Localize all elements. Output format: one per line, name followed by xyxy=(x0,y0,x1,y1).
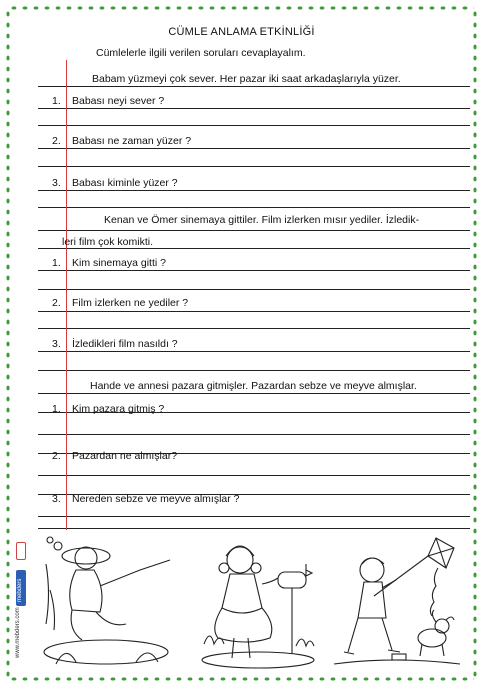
vine-border-left xyxy=(3,9,13,678)
red-margin-line xyxy=(66,60,67,530)
vine-border-top xyxy=(9,3,474,13)
boy-kite-dog-icon xyxy=(332,534,462,670)
side-branding-strip xyxy=(14,540,28,660)
vine-border-bottom xyxy=(9,674,474,684)
section-3-question-1: Kim pazara gitmiş ? xyxy=(72,403,165,415)
section-1-text-line-1: Babam yüzmeyi çok sever. Her pazar iki saat arkadaşlarıyla yüzer. xyxy=(92,73,401,85)
vine-border-right xyxy=(470,9,480,678)
girl-mailbox-icon xyxy=(198,534,318,670)
instruction-text: Cümlelerle ilgili verilen soruları cevaplayalım. xyxy=(96,47,306,59)
section-3-question-2-number: 2. xyxy=(52,450,61,462)
section-3-question-2: Pazardan ne almışlar? xyxy=(72,450,178,462)
section-2-question-2: Film izlerken ne yediler ? xyxy=(72,297,189,309)
section-3-question-3: Nereden sebze ve meyve almışlar ? xyxy=(72,493,240,505)
section-1-question-2: Babası ne zaman yüzer ? xyxy=(72,135,192,147)
fishing-boy-icon xyxy=(36,534,176,670)
mebders-logo xyxy=(16,570,26,606)
mini-badge-icon xyxy=(16,542,26,560)
section-1-question-3: Babası kiminle yüzer ? xyxy=(72,177,178,189)
section-1-question-1: Babası neyi sever ? xyxy=(72,95,165,107)
section-1-question-2-number: 2. xyxy=(52,135,61,147)
section-2-question-2-number: 2. xyxy=(52,297,61,309)
section-2-question-3-number: 3. xyxy=(52,338,61,350)
section-2-question-3: İzledikleri film nasıldı ? xyxy=(72,338,178,350)
section-1-question-1-number: 1. xyxy=(52,95,61,107)
section-2-question-1: Kim sinemaya gitti ? xyxy=(72,257,166,269)
section-3-question-3-number: 3. xyxy=(52,493,61,505)
section-1-question-3-number: 3. xyxy=(52,177,61,189)
site-url: www.mebders.com xyxy=(15,607,21,658)
section-2-text-line-2: leri film çok komikti. xyxy=(62,236,154,248)
section-2-question-1-number: 1. xyxy=(52,257,61,269)
section-3-question-1-number: 1. xyxy=(52,403,61,415)
mebders-logo-text: mebders xyxy=(17,578,23,602)
section-3-text-line-1: Hande ve annesi pazara gitmişler. Pazardan sebze ve meyve almışlar. xyxy=(90,380,417,392)
page-title: CÜMLE ANLAMA ETKİNLİĞİ xyxy=(168,26,315,38)
section-2-text-line-1: Kenan ve Ömer sinemaya gittiler. Film izlerken mısır yediler. İzledik- xyxy=(104,214,420,226)
